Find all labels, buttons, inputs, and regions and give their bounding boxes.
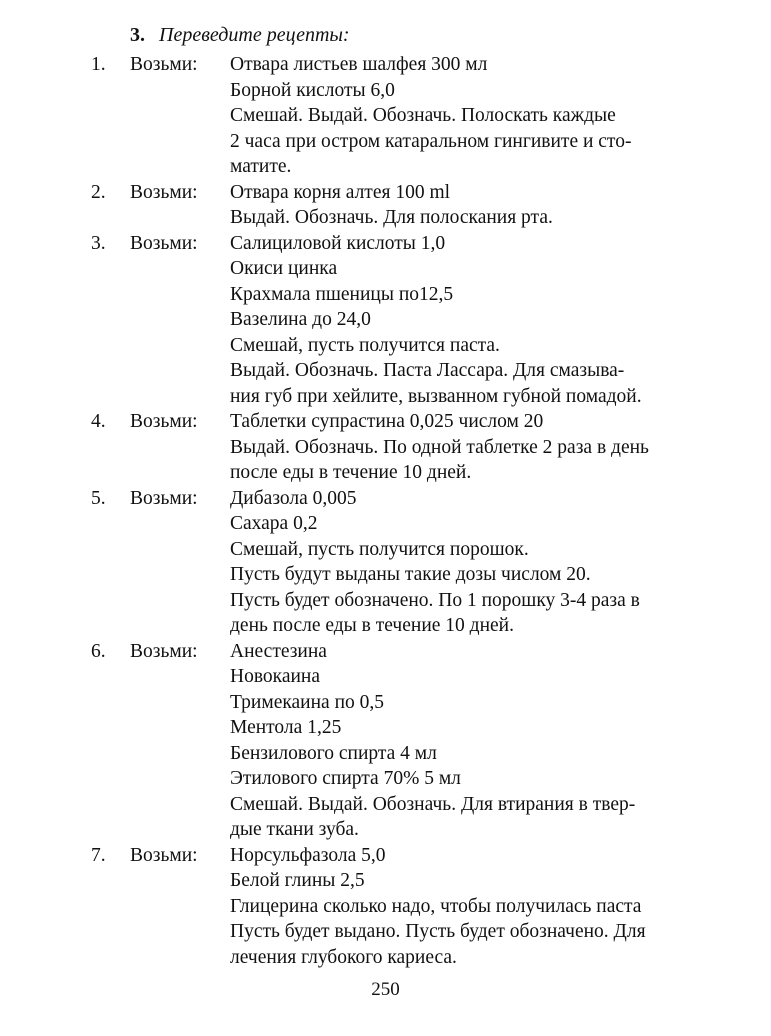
- recipe-item: [0, 409, 771, 486]
- recipe-line: Выдай. Обозначь. Для полоскания рта.: [230, 207, 553, 228]
- recipe-line: Смешай. Выдай. Обозначь. Полоскать каждые: [230, 105, 616, 126]
- recipe-label: Возьми:: [130, 411, 198, 432]
- recipe-line: Борной кислоты 6,0: [230, 79, 395, 101]
- recipe-item: [0, 231, 771, 410]
- recipe-number: 1.: [91, 54, 106, 75]
- recipe-line: Крахмала пшеницы по12,5: [230, 283, 454, 305]
- recipe-lines: [230, 486, 690, 639]
- recipe-label: Возьми:: [130, 232, 198, 254]
- exercise-title: Переведите рецепты:: [159, 24, 350, 46]
- recipe-item: [0, 843, 771, 971]
- recipe-number: 7.: [91, 844, 106, 866]
- recipe-line: Белой глины 2,5: [230, 870, 365, 891]
- recipe-line: Этилового спирта 70% 5 мл: [230, 768, 461, 789]
- recipe-line: Пусть будут выданы такие дозы числом 20.: [230, 564, 591, 585]
- recipe-line: день после еды в течение 10 дней.: [230, 615, 514, 636]
- recipe-item: [0, 639, 771, 843]
- recipe-line: Отвара листьев шалфея 300 мл: [230, 54, 488, 75]
- recipe-line: Смешай. Выдай. Обозначь. Для втирания в твер-: [230, 793, 636, 815]
- recipe-line: Тримекаина по 0,5: [230, 691, 385, 713]
- recipe-number: 2.: [91, 181, 106, 203]
- page-number: 250: [371, 979, 400, 1000]
- recipe-lines: [230, 409, 690, 486]
- recipe-line: после еды в течение 10 дней.: [230, 462, 472, 483]
- recipe-line: Сахара 0,2: [230, 513, 318, 534]
- recipe-line: ния губ при хейлите, вызванном губной помадой.: [230, 385, 642, 407]
- recipe-label: Возьми:: [130, 181, 198, 203]
- recipe-line: Глицерина сколько надо, чтобы получилась паста: [230, 895, 642, 917]
- recipe-line: Пусть будет обозначено. По 1 порошку 3-4 раза в: [230, 589, 640, 611]
- recipe-number: 4.: [91, 411, 106, 432]
- recipe-item: [0, 486, 771, 639]
- recipe-lines: [230, 639, 690, 843]
- recipe-line: Норсульфазола 5,0: [230, 844, 386, 866]
- recipe-line: Окиси цинка: [230, 258, 338, 279]
- recipe-line: Отвара корня алтея 100 ml: [230, 181, 451, 203]
- recipe-line: лечения глубокого кариеса.: [230, 946, 457, 968]
- recipe-number: 5.: [91, 487, 106, 509]
- recipe-list: [0, 52, 771, 970]
- exercise-number: 3.: [130, 24, 145, 46]
- recipe-line: Новокаина: [230, 666, 321, 687]
- recipe-lines: [230, 231, 690, 410]
- recipe-line: Выдай. Обозначь. По одной таблетке 2 раза в день: [230, 436, 649, 458]
- recipe-line: дые ткани зуба.: [230, 819, 359, 840]
- recipe-item: [0, 52, 771, 180]
- recipe-number: 3.: [91, 232, 106, 254]
- recipe-label: Возьми:: [130, 487, 198, 509]
- recipe-line: матите.: [230, 156, 292, 177]
- recipe-lines: [230, 843, 690, 971]
- recipe-item: [0, 180, 771, 231]
- recipe-label: Возьми:: [130, 640, 198, 662]
- recipe-line: Анестезина: [230, 640, 327, 662]
- exercise-heading: [130, 22, 350, 48]
- recipe-label: Возьми:: [130, 844, 198, 866]
- recipe-line: Пусть будет выдано. Пусть будет обозначено. Для: [230, 921, 646, 942]
- recipe-line: Смешай, пусть получится паста.: [230, 334, 500, 356]
- recipe-line: Выдай. Обозначь. Паста Лассара. Для смазыва-: [230, 360, 625, 381]
- recipe-line: 2 часа при остром катаральном гингивите и сто-: [230, 130, 632, 152]
- recipe-line: Дибазола 0,005: [230, 487, 357, 509]
- recipe-number: 6.: [91, 640, 106, 662]
- recipe-lines: [230, 180, 690, 231]
- recipe-line: Бензилового спирта 4 мл: [230, 742, 437, 764]
- recipe-label: Возьми:: [130, 54, 198, 75]
- recipe-line: Ментола 1,25: [230, 717, 342, 738]
- recipe-lines: [230, 52, 690, 180]
- recipe-line: Салициловой кислоты 1,0: [230, 232, 446, 254]
- recipe-line: Вазелина до 24,0: [230, 309, 371, 330]
- recipe-line: Таблетки супрастина 0,025 числом 20: [230, 411, 544, 432]
- recipe-line: Смешай, пусть получится порошок.: [230, 538, 529, 560]
